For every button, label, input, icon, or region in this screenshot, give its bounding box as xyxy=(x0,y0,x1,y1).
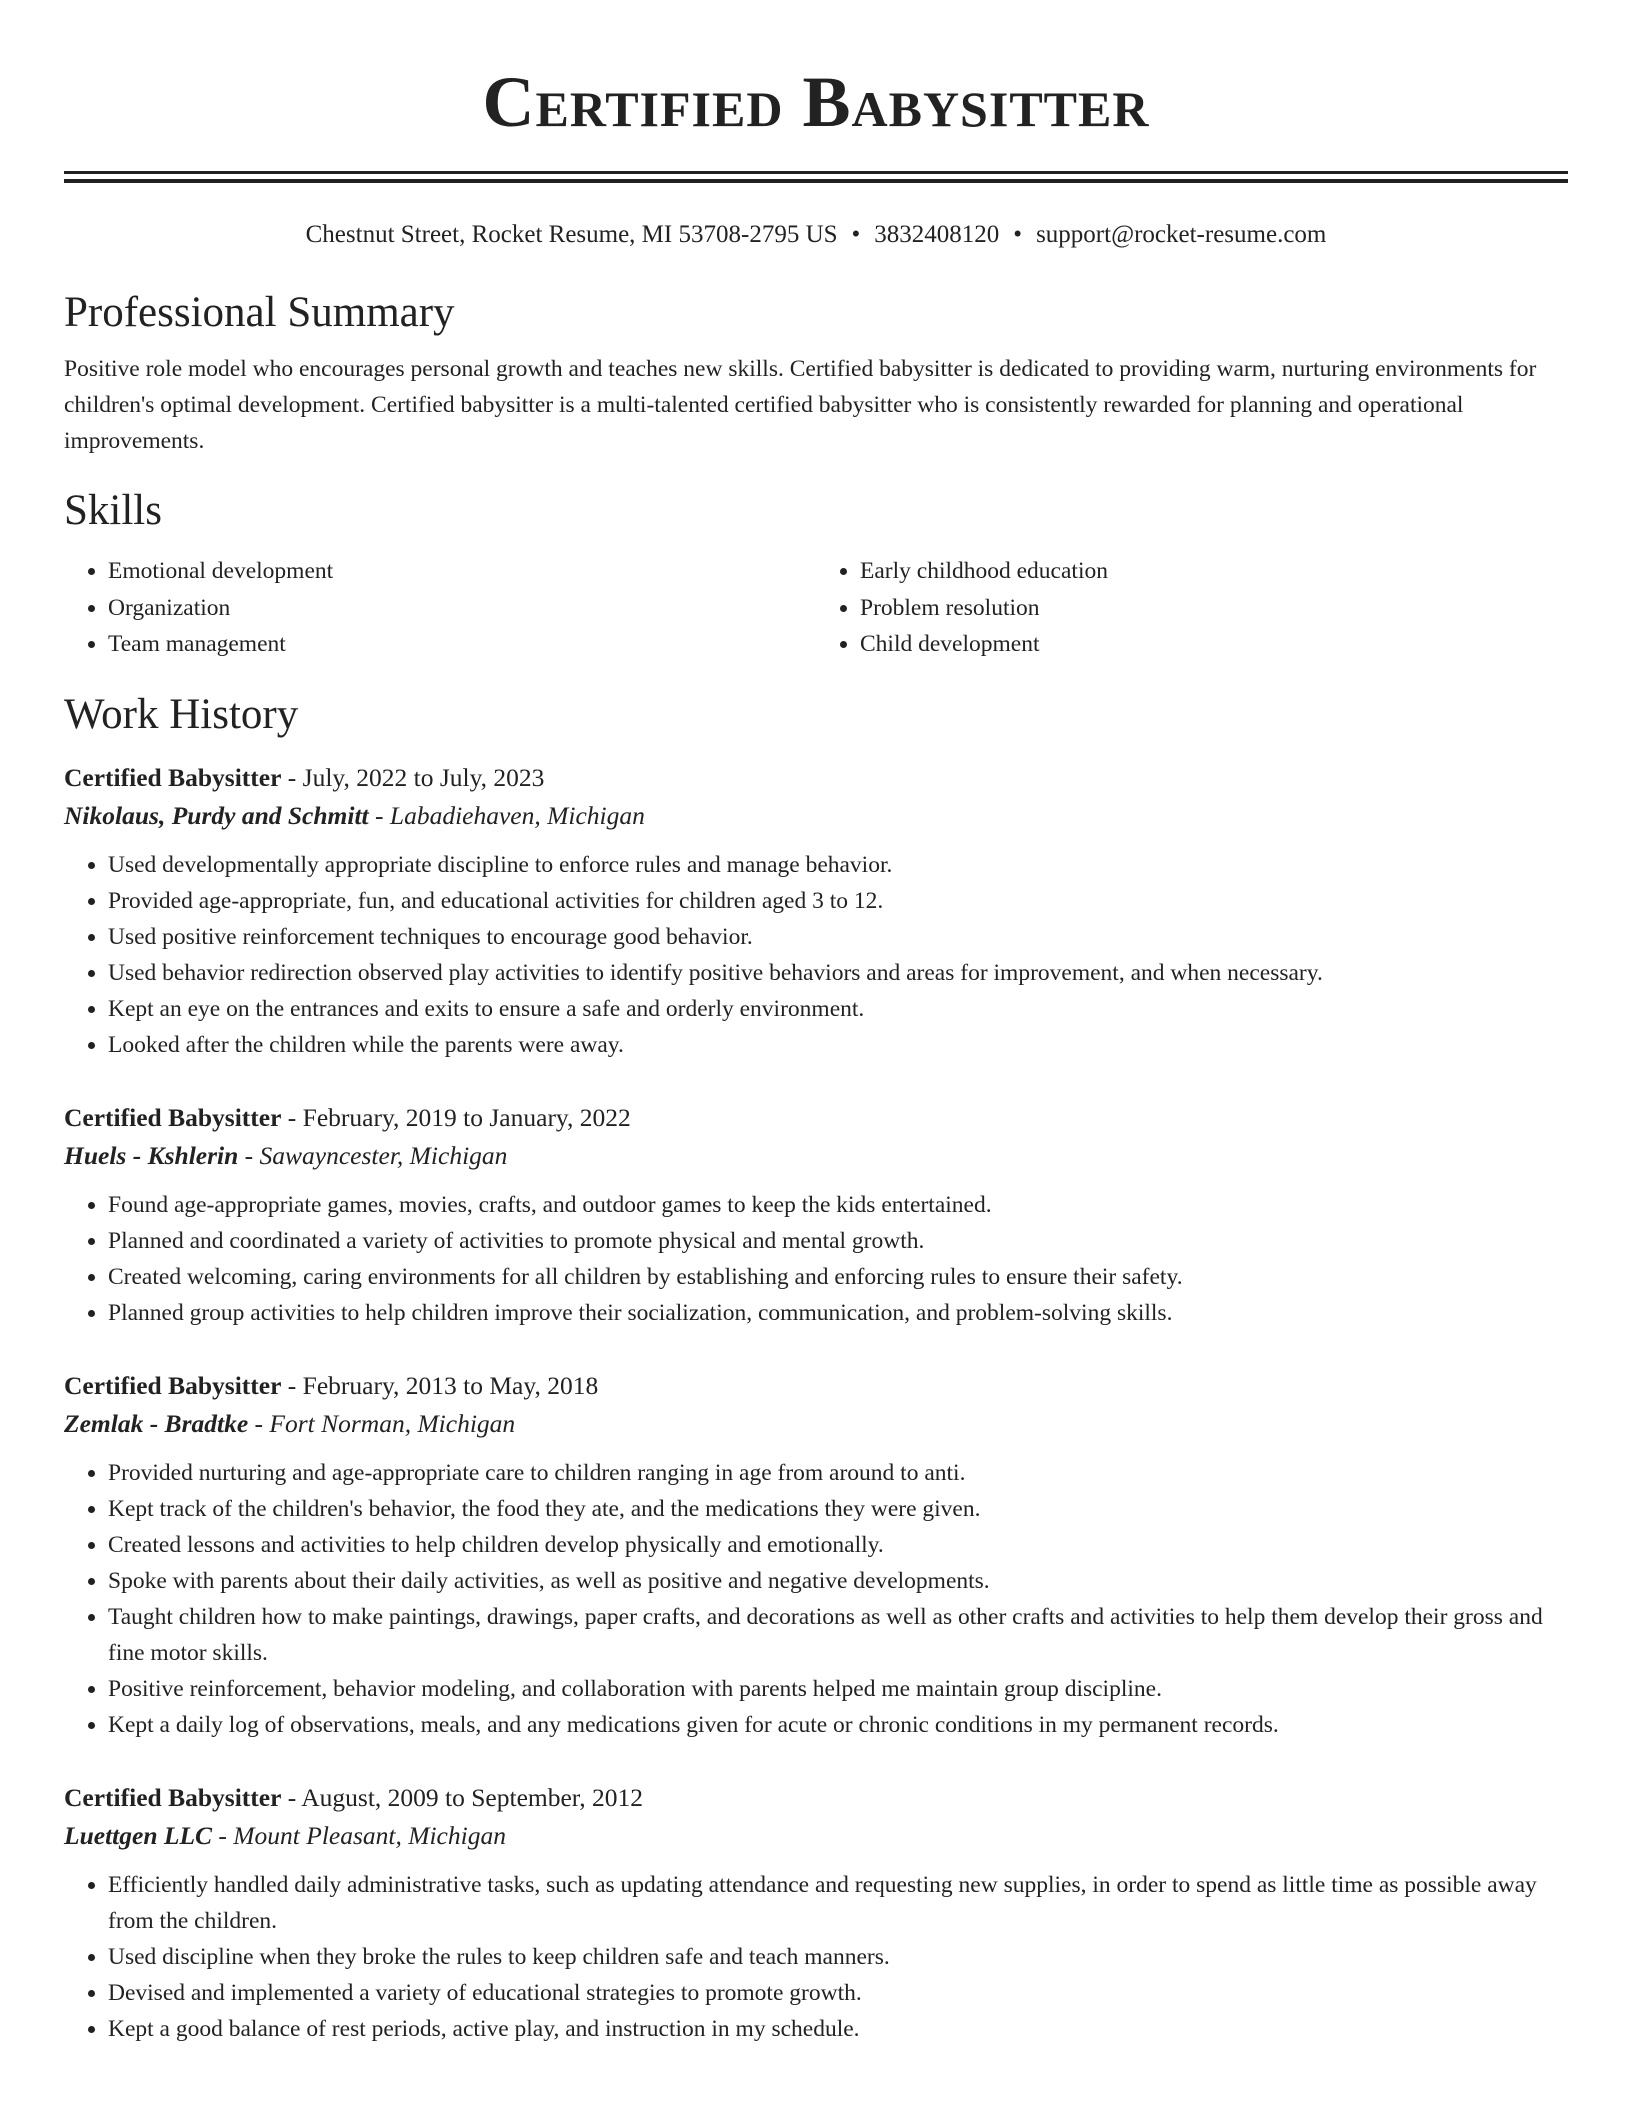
contact-separator: • xyxy=(1013,221,1023,248)
job-role: Certified Babysitter xyxy=(64,1370,282,1400)
job-bullet: • Used behavior redirection observed play activities to identify positive behaviors and areas for improvement, and when necessary. xyxy=(108,955,1568,991)
skills-list-left xyxy=(64,553,816,663)
skill-item: • Organization xyxy=(108,590,816,627)
contact-email: support@rocket-resume.com xyxy=(1036,221,1327,248)
contact-address: Chestnut Street, Rocket Resume, MI 53708-2795 US xyxy=(305,221,838,248)
job-company-line xyxy=(64,797,1568,835)
job-title-line xyxy=(64,1779,1568,1817)
summary-heading: Professional Summary xyxy=(64,289,455,336)
job-title-line xyxy=(64,1367,1568,1405)
job-company-line xyxy=(64,1405,1568,1443)
job-bullet: • Planned and coordinated a variety of activities to promote physical and mental growth. xyxy=(108,1223,1568,1259)
skills-columns xyxy=(64,553,1568,663)
job-bullet: • Created lessons and activities to help children develop physically and emotionally. xyxy=(108,1527,1568,1563)
job-bullet: • Provided nurturing and age-appropriate care to children ranging in age from around to anti. xyxy=(108,1455,1568,1491)
skills-heading: Skills xyxy=(64,487,162,534)
resume-title: Certified Babysitter xyxy=(482,62,1150,142)
job-role: Certified Babysitter xyxy=(64,1782,282,1812)
work-history-heading: Work History xyxy=(64,690,299,738)
job-company-line xyxy=(64,1137,1568,1175)
job-bullet: • Devised and implemented a variety of educational strategies to promote growth. xyxy=(108,1975,1568,2011)
job-dates: - February, 2013 to May, 2018 xyxy=(281,1370,599,1400)
job-entry xyxy=(64,1099,1568,1331)
skill-item: • Child development xyxy=(860,626,1568,663)
title-double-rule xyxy=(64,171,1568,183)
job-bullets xyxy=(64,1455,1568,1743)
skill-item: • Team management xyxy=(108,626,816,663)
job-title-line xyxy=(64,759,1568,797)
job-bullet: • Planned group activities to help children improve their socialization, communication, and problem-solving skills. xyxy=(108,1295,1568,1331)
job-title-line xyxy=(64,1099,1568,1137)
job-bullet: • Kept a good balance of rest periods, active play, and instruction in my schedule. xyxy=(108,2011,1568,2047)
contact-line xyxy=(64,219,1568,251)
job-bullets xyxy=(64,1867,1568,2047)
job-entry xyxy=(64,1367,1568,1743)
skill-item: • Emotional development xyxy=(108,553,816,590)
skills-list-right xyxy=(816,553,1568,663)
job-bullet: • Kept an eye on the entrances and exits to ensure a safe and orderly environment. xyxy=(108,991,1568,1027)
job-role: Certified Babysitter xyxy=(64,762,282,792)
job-bullet: • Used discipline when they broke the rules to keep children safe and teach manners. xyxy=(108,1939,1568,1975)
job-company: Huels - Kshlerin xyxy=(64,1140,239,1170)
job-bullet: • Provided age-appropriate, fun, and educational activities for children aged 3 to 12. xyxy=(108,883,1568,919)
job-company: Luettgen LLC xyxy=(64,1820,213,1850)
job-dates: - August, 2009 to September, 2012 xyxy=(281,1782,644,1812)
skill-item: • Problem resolution xyxy=(860,590,1568,627)
job-location: - Fort Norman, Michigan xyxy=(248,1408,516,1438)
job-bullet: • Looked after the children while the parents were away. xyxy=(108,1027,1568,1063)
job-bullet: • Used developmentally appropriate discipline to enforce rules and manage behavior. xyxy=(108,847,1568,883)
job-dates: - February, 2019 to January, 2022 xyxy=(281,1102,631,1132)
job-bullets xyxy=(64,847,1568,1063)
summary-text: Positive role model who encourages personal growth and teaches new skills. Certified babysitter is dedicated to providing warm, nurturing environments for children's optimal development. Certified babysitter is a multi-talented certified babysitter who is consistently rewarded for planning and operational improvements. xyxy=(64,356,1537,454)
job-company: Zemlak - Bradtke xyxy=(64,1408,249,1438)
job-entry xyxy=(64,759,1568,1063)
job-bullet: • Kept a daily log of observations, meals, and any medications given for acute or chronic conditions in my permanent records. xyxy=(108,1707,1568,1743)
contact-phone: 3832408120 xyxy=(874,221,1000,248)
job-bullets xyxy=(64,1187,1568,1331)
job-bullet: • Positive reinforcement, behavior modeling, and collaboration with parents helped me maintain group discipline. xyxy=(108,1671,1568,1707)
job-bullet: • Spoke with parents about their daily activities, as well as positive and negative developments. xyxy=(108,1563,1568,1599)
job-company: Nikolaus, Purdy and Schmitt xyxy=(64,800,369,830)
job-location: - Labadiehaven, Michigan xyxy=(368,800,645,830)
contact-separator: • xyxy=(851,221,861,248)
job-bullet: • Found age-appropriate games, movies, crafts, and outdoor games to keep the kids entertained. xyxy=(108,1187,1568,1223)
job-role: Certified Babysitter xyxy=(64,1102,282,1132)
job-bullet: • Created welcoming, caring environments for all children by establishing and enforcing rules to ensure their safety. xyxy=(108,1259,1568,1295)
job-entry xyxy=(64,1779,1568,2047)
job-bullet: • Kept track of the children's behavior, the food they ate, and the medications they were given. xyxy=(108,1491,1568,1527)
skill-item: • Early childhood education xyxy=(860,553,1568,590)
job-bullet: • Used positive reinforcement techniques to encourage good behavior. xyxy=(108,919,1568,955)
job-company-line xyxy=(64,1817,1568,1855)
job-dates: - July, 2022 to July, 2023 xyxy=(281,762,545,792)
job-bullet: • Taught children how to make paintings, drawings, paper crafts, and decorations as well as other crafts and activities to help them develop their gross and fine motor skills. xyxy=(108,1599,1568,1671)
job-location: - Sawayncester, Michigan xyxy=(238,1140,508,1170)
job-location: - Mount Pleasant, Michigan xyxy=(212,1820,506,1850)
job-bullet: • Efficiently handled daily administrative tasks, such as updating attendance and requesting new supplies, in order to spend as little time as possible away from the children. xyxy=(108,1867,1568,1939)
